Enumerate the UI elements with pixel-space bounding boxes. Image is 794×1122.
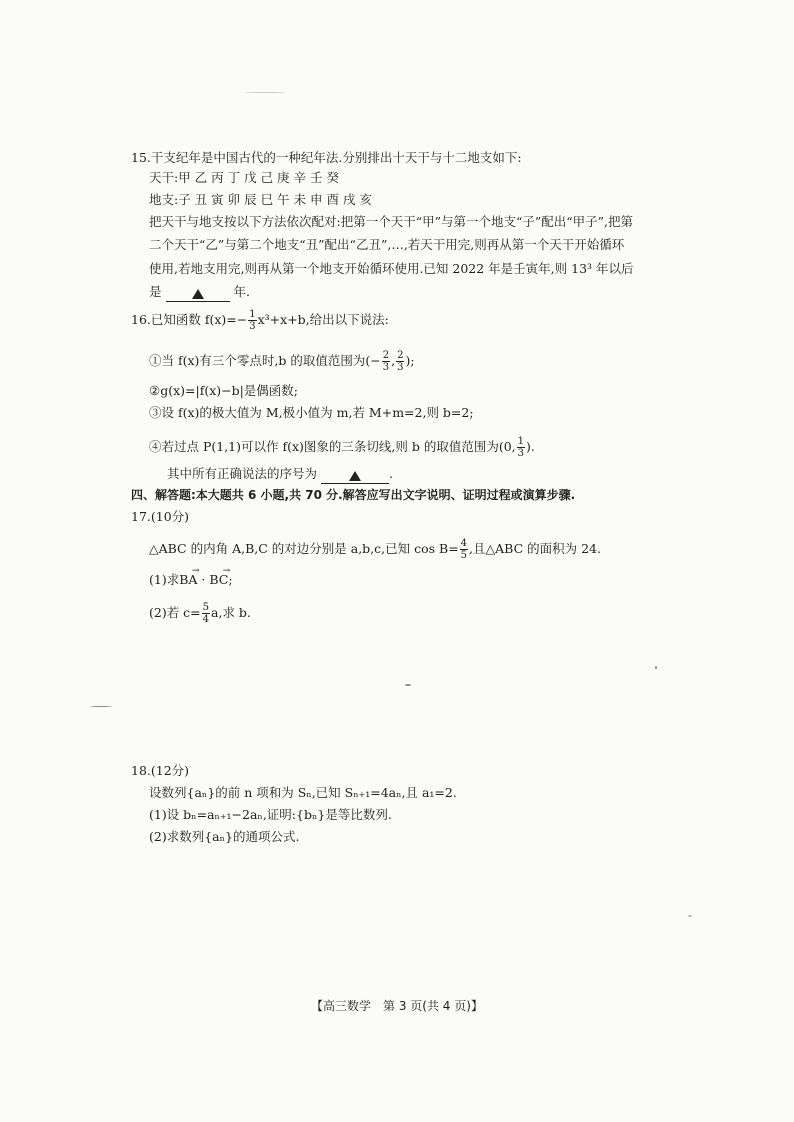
q16-opt1-comma: , [391,353,396,368]
q17-part-1 [149,572,233,588]
q16-option-4 [149,436,535,459]
q17-stem-fraction [460,538,468,561]
q18-part-2: (2)求数列{aₙ}的通项公式. [149,829,300,844]
q16-answer-blank[interactable] [321,469,389,484]
q17-part-2 [149,602,251,625]
fraction-denominator: 4 [202,614,210,625]
q17-p1-dot: · [197,572,210,587]
fraction-numerator: 5 [202,602,210,613]
q15-line-4: 把天干与地支按以下方法依次配对:把第一个天干“甲”与第一个地支“子”配出“甲子”,把第 [149,214,634,229]
q17-p2-fraction [202,602,210,625]
q15-dizhi: 地支:子 丑 寅 卯 辰 巳 午 未 申 酉 戌 亥 [149,192,372,207]
q15-answer-blank[interactable] [166,287,230,302]
q15-line-1: 15.干支纪年是中国古代的一种纪年法.分别排出十天干与十二地支如下: [131,150,522,165]
q17-stem [149,538,601,561]
q16-opt1-fraction-2 [396,350,404,373]
fraction-denominator: 3 [397,362,404,373]
q16-ask-b: . [389,466,393,481]
vector-ba: → BA [179,572,197,588]
q15-line-6: 使用,若地支用完,则再从第一个地支开始循环使用.已知 2022 年是壬寅年,则 13³ 年以后 [149,261,634,276]
fraction-denominator: 3 [382,362,390,373]
fraction-numerator: 2 [382,350,390,361]
q16-option-2: ②g(x)=|f(x)−b|是偶函数; [149,383,299,398]
q15-line-7 [149,284,250,302]
q18-head: 18.(12分) [131,763,190,778]
q16-opt1-b: ); [405,353,415,368]
q16-ask-a: 其中所有正确说法的序号为 [167,466,318,481]
section-4-heading: 四、解答题:本大题共 6 小题,共 70 分.解答应写出文字说明、证明过程或演算步骤. [131,488,576,502]
triangle-icon [349,471,361,481]
q16-stem-fraction [248,309,256,332]
fraction-denominator: 3 [249,321,256,332]
fraction-numerator: 1 [249,309,256,320]
q17-p2-a: (2)若 c= [149,605,201,620]
fraction-numerator: 2 [397,350,404,361]
q15-tiangan: 天干:甲 乙 丙 丁 戊 己 庚 辛 壬 癸 [149,170,339,185]
q16-ask [167,466,393,484]
q18-part-1: (1)设 bₙ=aₙ₊₁−2aₙ,证明:{bₙ}是等比数列. [149,807,392,822]
q18-line-1: 设数列{aₙ}的前 n 项和为 Sₙ,已知 Sₙ₊₁=4aₙ,且 a₁=2. [149,785,457,800]
scan-speck [688,915,692,917]
q16-stem-b: x³+x+b,给出以下说法: [257,312,389,327]
fraction-numerator: 4 [460,538,468,549]
q17-p1-a: (1)求 [149,572,180,587]
q16-opt4-a: ④若过点 P(1,1)可以作 f(x)图象的三条切线,则 b 的取值范围为(0, [149,439,516,454]
q17-head: 17.(10分) [131,509,190,524]
q17-p1-b: ; [228,572,233,587]
q17-stem-b: ,且△ABC 的面积为 24. [469,541,601,556]
q16-opt4-fraction [517,436,525,459]
triangle-icon [192,289,204,299]
fraction-denominator: 5 [460,550,468,561]
q17-stem-a: △ABC 的内角 A,B,C 的对边分别是 a,b,c,已知 cos B= [149,541,459,556]
scan-speck [90,706,112,707]
scan-speck [655,666,657,669]
q16-stem-a: 16.已知函数 f(x)=− [131,312,248,327]
vector-bc: → BC [209,572,228,588]
fraction-numerator: 1 [517,436,525,447]
q16-option-1 [149,350,415,373]
q16-stem [131,309,389,332]
q16-opt1-fraction-1 [382,350,390,373]
q16-opt1-a: ①当 f(x)有三个零点时,b 的取值范围为(− [149,353,381,368]
q15-suffix: 年. [233,284,250,299]
q15-prefix: 是 [149,284,162,299]
fraction-denominator: 3 [517,448,525,459]
q15-line-5: 二个天干“乙”与第二个地支“丑”配出“乙丑”,…,若天干用完,则再从第一个天干开始循环 [149,237,625,252]
q16-opt4-b: ). [526,439,535,454]
scan-speck [405,684,411,686]
scan-speck [245,92,285,93]
q16-option-3: ③设 f(x)的极大值为 M,极小值为 m,若 M+m=2,则 b=2; [149,405,474,420]
page-footer: 【高三数学 第 3 页(共 4 页)】 [311,999,483,1013]
q17-p2-b: a,求 b. [211,605,251,620]
